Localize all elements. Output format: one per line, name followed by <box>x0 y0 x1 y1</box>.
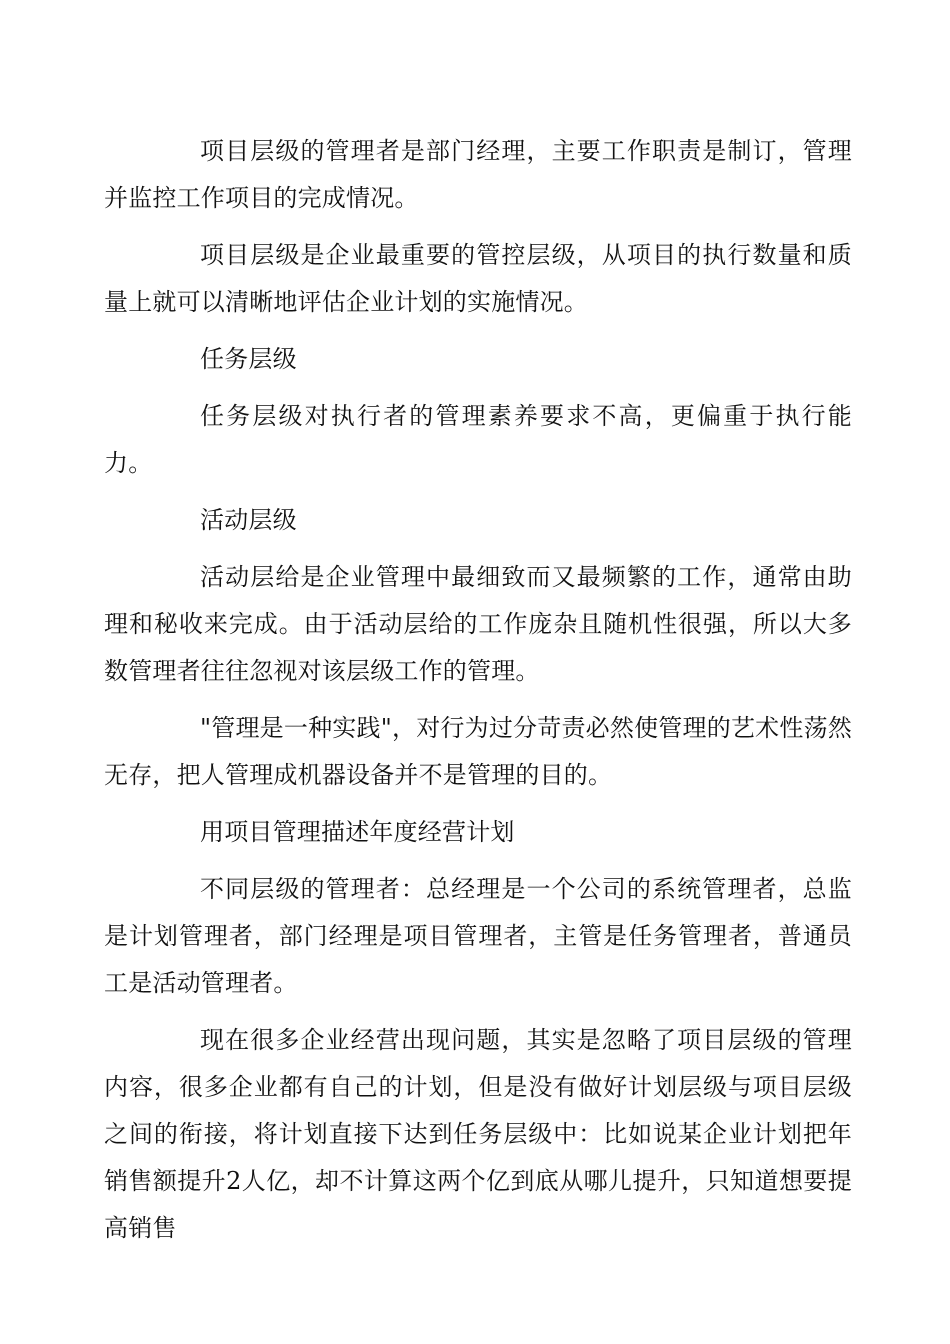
heading-activity-level: 活动层级 <box>200 506 297 534</box>
paragraph-task-level: 任务层级对执行者的管理素养要求不高，更偏重于执行能力。 <box>104 402 852 477</box>
document-body <box>104 128 852 1262</box>
paragraph-manager-levels: 不同层级的管理者：总经理是一个公司的系统管理者，总监是计划管理者，部门经理是项目管理者，主管是任务管理者，普通员工是活动管理者。 <box>104 875 852 997</box>
paragraph-management-practice: "管理是一种实践"，对行为过分苛责必然使管理的艺术性荡然无存，把人管理成机器设备并不是管理的目的。 <box>104 714 852 789</box>
paragraph-project-importance: 项目层级是企业最重要的管控层级，从项目的执行数量和质量上就可以清晰地评估企业计划的实施情况。 <box>104 241 852 316</box>
paragraph-project-manager: 项目层级的管理者是部门经理，主要工作职责是制订，管理并监控工作项目的完成情况。 <box>104 137 852 212</box>
paragraph-activity-level: 活动层给是企业管理中最细致而又最频繁的工作，通常由助理和秘收来完成。由于活动层给的工作庞杂且随机性很强，所以大多数管理者往往忽视对该层级工作的管理。 <box>104 563 852 685</box>
heading-annual-plan: 用项目管理描述年度经营计划 <box>200 818 515 846</box>
heading-task-level: 任务层级 <box>200 345 297 373</box>
paragraph-enterprise-problems: 现在很多企业经营出现问题，其实是忽略了项目层级的管理内容，很多企业都有自己的计划，但是没有做好计划层级与项目层级之间的衔接，将计划直接下达到任务层级中：比如说某企业计划把年销售额提升2人亿，却不计算这两个亿到底从哪儿提升，只知道想要提高销售 <box>104 1026 852 1242</box>
